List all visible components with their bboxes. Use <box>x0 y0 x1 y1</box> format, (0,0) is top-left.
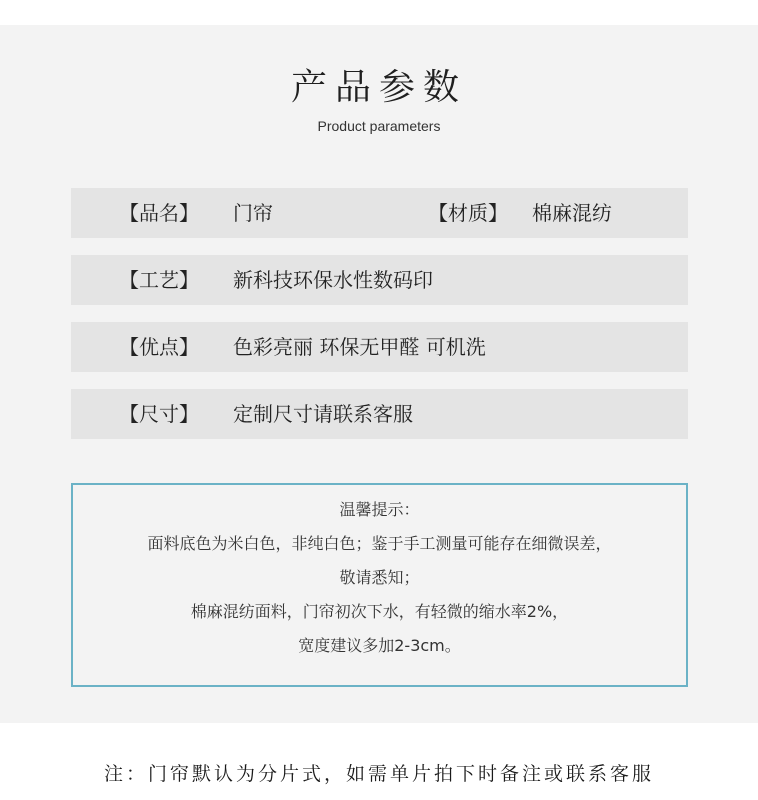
param-row-name <box>71 188 688 238</box>
param-label-material: 【材质】 <box>428 201 508 225</box>
notice-line: 面料底色为米白色，非纯白色；鉴于手工测量可能存在细微误差， <box>147 534 612 553</box>
param-row-size <box>71 389 688 439</box>
notice-line: 敬请悉知； <box>339 568 420 587</box>
page-subtitle: Product parameters <box>317 118 441 134</box>
param-label-advantages: 【优点】 <box>119 335 199 359</box>
param-value-size: 定制尺寸请联系客服 <box>233 402 413 426</box>
param-label-size: 【尺寸】 <box>119 402 199 426</box>
notice-line: 棉麻混纺面料，门帘初次下水，有轻微的缩水率2%， <box>190 602 569 621</box>
param-row-craft <box>71 255 688 305</box>
notice-line: 宽度建议多加2-3cm。 <box>298 636 461 655</box>
page-title: 产品参数 <box>290 67 467 108</box>
notice-box <box>71 483 688 687</box>
param-value-material: 棉麻混纺 <box>532 201 612 225</box>
param-value-advantages: 色彩亮丽 环保无甲醛 可机洗 <box>233 335 486 359</box>
notice-heading: 温馨提示： <box>339 500 420 519</box>
param-value-craft: 新科技环保水性数码印 <box>233 268 433 292</box>
footer-note: 注：门帘默认为分片式，如需单片拍下时备注或联系客服 <box>103 763 654 785</box>
param-label-craft: 【工艺】 <box>119 268 199 292</box>
param-row-advantages <box>71 322 688 372</box>
param-label-name: 【品名】 <box>119 201 199 225</box>
param-value-name: 门帘 <box>233 201 273 225</box>
